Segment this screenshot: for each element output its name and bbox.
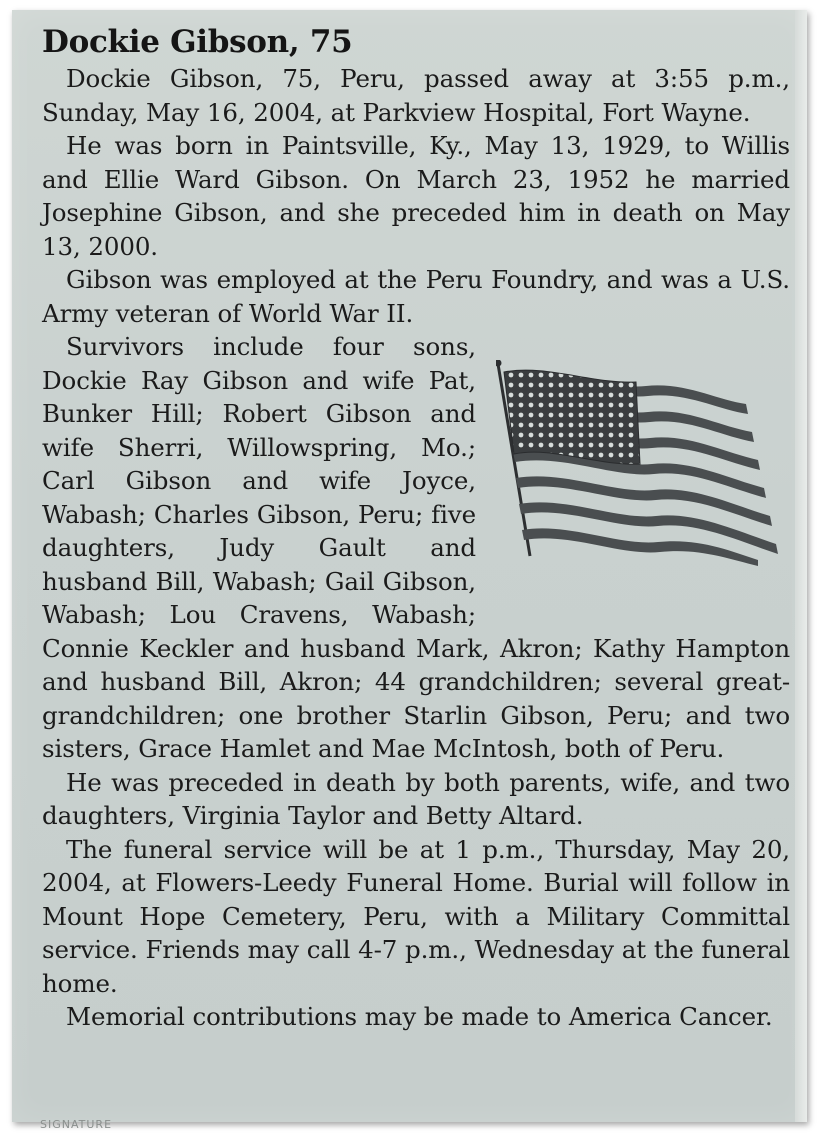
paragraph-employment: Gibson was employed at the Peru Foundry, and was a U.S. Army veteran of World War II. [42, 265, 790, 328]
flag-illustration [490, 332, 790, 618]
obituary-title: Dockie Gibson, 75 [42, 24, 353, 60]
newspaper-clipping [12, 10, 807, 1122]
paragraph-preceded-in-death: He was preceded in death by both parents, wife, and two daughters, Virginia Taylor and Betty Altard. [42, 767, 790, 830]
survivors-section [42, 330, 790, 766]
paragraph-funeral-service: The funeral service will be at 1 p.m., Thursday, May 20, 2004, at Flowers-Leedy Funeral Home. Burial will follow in Mount Hope Cemetery, Peru, with a Military Committal service. Friends may call 4-7 p.m., Wednesday at the funeral home. [42, 834, 790, 998]
footer-fragment: SIGNATURE [40, 1118, 113, 1131]
american-flag-icon [496, 360, 782, 572]
paragraph-memorial: Memorial contributions may be made to America Cancer. [66, 1002, 773, 1031]
survivors-text: Survivors include four sons, Dockie Ray Gibson and wife Pat, Bunker Hill; Robert Gibson and wife Sherri, Willowspring, Mo.; Carl Gibson and wife Joyce, Wabash; Charles Gibson, Peru; five daughters, Judy Gault and husband Bill, Wabash; Gail Gibson, Wabash; Lou Cravens, Wabash; Connie Keckler and husband Mark, Akron; Kathy Hampton and husband Bill, Akron; 44 grandchildren; several great-grandchildren; one brother Starlin Gibson, Peru; and two sisters, Grace Hamlet and Mae McIntosh, both of Peru. [42, 332, 790, 763]
paragraph-birth-marriage: He was born in Paintsville, Ky., May 13, 1929, to Willis and Ellie Ward Gibson. On March 23, 1952 he married Josephine Gibson, and she preceded him in death on May 13, 2000. [42, 131, 790, 261]
paragraph-death-notice: Dockie Gibson, 75, Peru, passed away at 3:55 p.m., Sunday, May 16, 2004, at Parkview Hospital, Fort Wayne. [42, 64, 790, 127]
paragraph-survivors [42, 330, 790, 766]
obituary-article [42, 24, 790, 1034]
clipping-edge [795, 10, 807, 1122]
